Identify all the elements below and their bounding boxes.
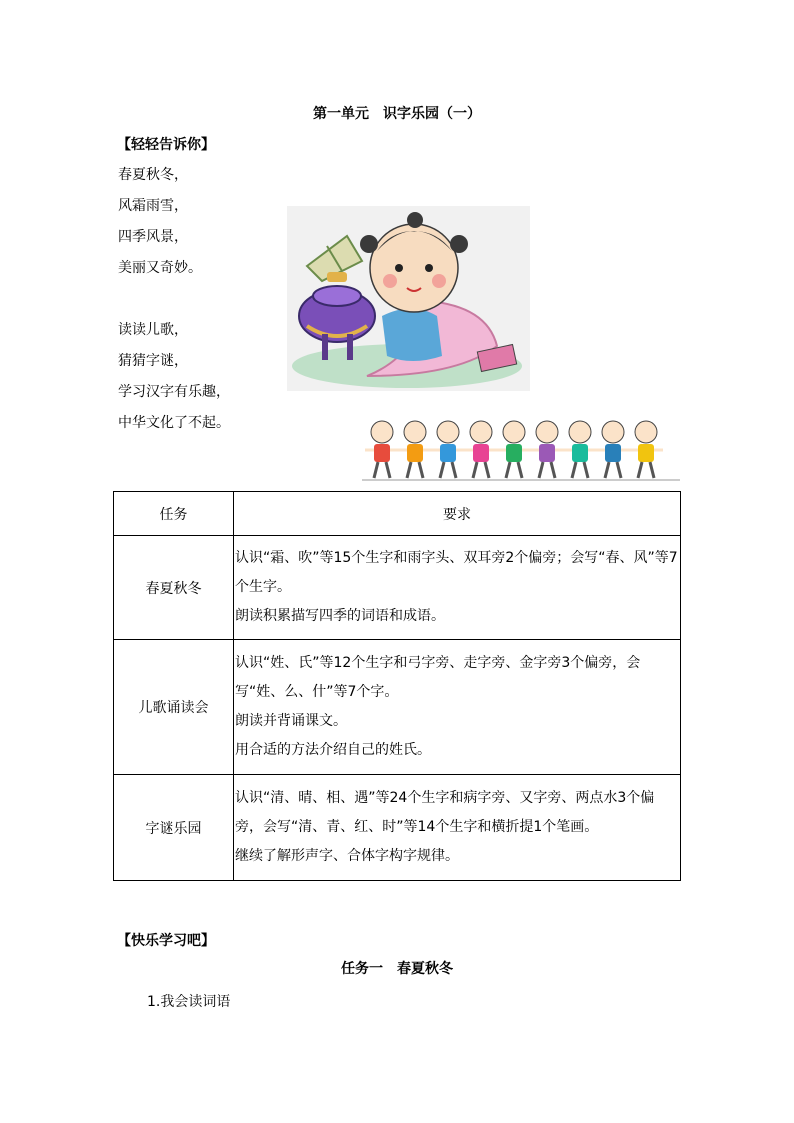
child-icon bbox=[464, 421, 498, 478]
requirement-line: 认识“清、晴、相、遇”等24个生字和病字旁、又字旁、两点水3个偏旁，会写“清、青、红、时”等14个生字和横折提1个笔画。 bbox=[235, 790, 655, 835]
poem-line: 学习汉字有乐趣， bbox=[118, 384, 230, 400]
section-heading-intro: 【轻轻告诉你】 bbox=[117, 137, 215, 153]
requirement-line: 用合适的方法介绍自己的姓氏。 bbox=[235, 742, 431, 758]
task-requirements bbox=[234, 640, 681, 775]
child-icon bbox=[629, 421, 663, 478]
boy-with-scroll-illustration bbox=[287, 206, 530, 391]
page-title: 第一单元 识字乐园（一） bbox=[313, 106, 481, 122]
task-name: 春夏秋冬 bbox=[114, 536, 234, 640]
poem-line: 风霜雨雪， bbox=[118, 198, 188, 214]
section-heading-learn: 【快乐学习吧】 bbox=[117, 933, 215, 949]
task-requirements bbox=[234, 536, 681, 640]
poem-line: 中华文化了不起。 bbox=[118, 415, 230, 431]
table-row bbox=[114, 775, 681, 881]
table-header-requirements: 要求 bbox=[234, 492, 681, 536]
task-name: 儿歌诵读会 bbox=[114, 640, 234, 775]
task-name: 字谜乐园 bbox=[114, 775, 234, 881]
child-icon bbox=[398, 421, 432, 478]
children-holding-hands-illustration bbox=[362, 412, 680, 490]
poem-line: 四季风景， bbox=[118, 229, 188, 245]
question-1-heading: 1.我会读词语 bbox=[147, 994, 231, 1010]
requirement-line: 认识“姓、氏”等12个生字和弓字旁、走字旁、金字旁3个偏旁，会写“姓、么、什”等7个字。 bbox=[235, 655, 641, 700]
child-icon bbox=[497, 421, 531, 478]
table-header-task: 任务 bbox=[114, 492, 234, 536]
table-row bbox=[114, 536, 681, 640]
poem-line: 春夏秋冬， bbox=[118, 167, 188, 183]
child-icon bbox=[563, 421, 597, 478]
child-icon bbox=[431, 421, 465, 478]
child-icon bbox=[530, 421, 564, 478]
table-row bbox=[114, 640, 681, 775]
poem-line: 美丽又奇妙。 bbox=[118, 260, 202, 276]
task-requirements bbox=[234, 775, 681, 881]
task-one-title: 任务一 春夏秋冬 bbox=[341, 961, 453, 977]
poem-line: 猜猜字谜， bbox=[118, 353, 188, 369]
table-header-row bbox=[114, 492, 681, 536]
poem-line: 读读儿歌， bbox=[118, 322, 188, 338]
requirement-line: 继续了解形声字、合体字构字规律。 bbox=[235, 848, 459, 864]
child-icon bbox=[365, 421, 399, 478]
requirement-line: 认识“霜、吹”等15个生字和雨字头、双耳旁2个偏旁；会写“春、风”等7个生字。 bbox=[235, 550, 678, 595]
task-table bbox=[113, 491, 681, 881]
requirement-line: 朗读并背诵课文。 bbox=[235, 713, 347, 729]
child-icon bbox=[596, 421, 630, 478]
requirement-line: 朗读积累描写四季的词语和成语。 bbox=[235, 608, 445, 624]
